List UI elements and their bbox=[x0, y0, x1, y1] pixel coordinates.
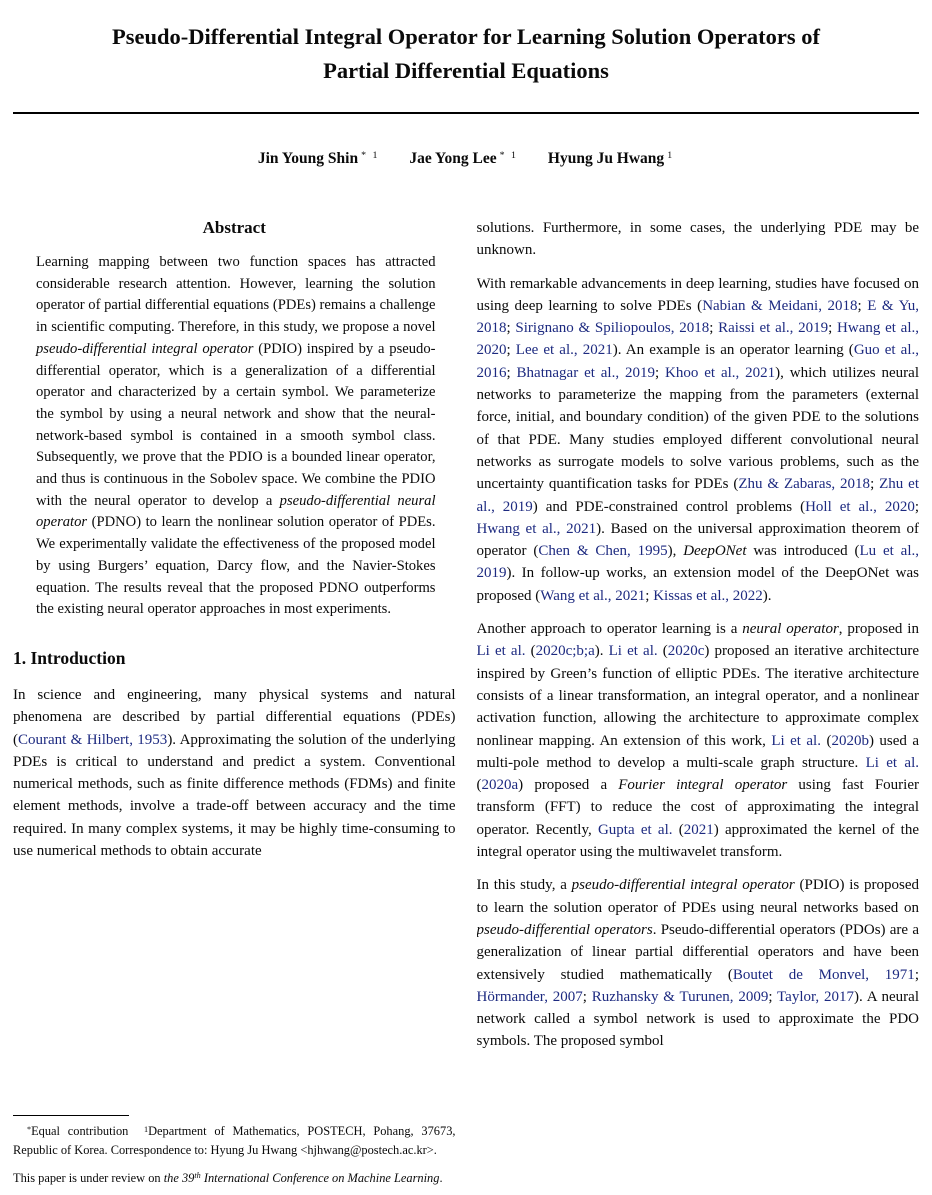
citation-link[interactable]: Bhatnagar et al., 2019 bbox=[516, 364, 655, 381]
footnote-block bbox=[13, 1115, 456, 1195]
body-paragraph bbox=[477, 618, 920, 863]
citation-link[interactable]: Taylor, 2017 bbox=[777, 988, 854, 1005]
text-segment: ; bbox=[709, 320, 719, 337]
citation-link[interactable]: 2021 bbox=[683, 821, 714, 838]
text-segment: ; bbox=[857, 297, 868, 314]
text-segment: (PDIO) inspired by a pseudo-differential operator, which is a generalization of a differential operator and characterized by a certain symbol. We parameterize the symbol by using a neural network and show that the neural-network-based symbol is contained in a smooth symbol class. Subsequently, we prove that the PDIO is a bounded linear operator, and thus is continuous in the Sobolev space. We combine the PDIO with the neural operator to develop a bbox=[36, 340, 436, 509]
text-segment: ; bbox=[768, 988, 778, 1005]
citation-link[interactable]: Zhu & Zabaras, 2018 bbox=[738, 476, 871, 493]
body-paragraph bbox=[477, 217, 920, 262]
text-segment: ( bbox=[476, 777, 482, 794]
text-segment: ) approximated the kernel of the integral operator using the multiwavelet transform. bbox=[476, 821, 919, 861]
text-segment: In this study, a bbox=[476, 877, 572, 894]
text-segment: ( bbox=[657, 643, 668, 660]
text-segment: ( bbox=[820, 732, 832, 749]
citation-link[interactable]: Hörmander, 2007 bbox=[476, 988, 583, 1005]
citation-link[interactable]: Sirignano & Spiliopoulos, 2018 bbox=[515, 320, 710, 337]
text-segment: ) proposed an iterative architecture inspired by Green’s function of elliptic PDEs. The iterative architecture consists of a linear transformation, an integral operator, and a nonlinear activation function, allowing the architecture to approximate complex nonlinear mapping. An extension of this work, bbox=[476, 643, 919, 749]
citation-link[interactable]: Li et al. bbox=[608, 643, 658, 660]
text-segment: . bbox=[439, 1171, 443, 1186]
citation-link[interactable]: Boutet de Monvel, 1971 bbox=[732, 966, 915, 983]
citation-link[interactable]: Li et al. bbox=[865, 754, 919, 771]
paper-title-line1: Pseudo-Differential Integral Operator for Learning Solution Operators of bbox=[111, 24, 821, 49]
text-segment: pseudo-differential operators bbox=[476, 921, 653, 938]
text-segment: This paper is under review on bbox=[13, 1171, 164, 1186]
text-segment: ). bbox=[762, 587, 772, 604]
text-segment: ). Based on the universal approximation theorem of operator ( bbox=[476, 520, 919, 560]
author-name: Jin Young Shin bbox=[257, 150, 359, 167]
citation-link[interactable]: Lu et al., 2019 bbox=[476, 543, 919, 582]
author-affiliation-mark: * 1 bbox=[499, 150, 519, 162]
body-paragraph bbox=[477, 273, 920, 607]
author-affiliation-mark: * 1 bbox=[361, 150, 380, 162]
footnote-affiliation bbox=[13, 1123, 456, 1159]
text-segment: 1 bbox=[143, 1124, 149, 1134]
text-segment: In science and engineering, many physical systems and natural phenomena are described by partial differential equations (PDEs) ( bbox=[13, 686, 456, 748]
citation-link[interactable]: Nabian & Meidani, 2018 bbox=[702, 297, 858, 314]
text-segment: ( bbox=[672, 821, 684, 838]
author-name: Jae Yong Lee bbox=[409, 150, 497, 167]
text-segment: Learning mapping between two function spaces has attracted considerable research attention. However, learning the solution operator of partial differential equations (PDEs) remains a challenge in scientific computing. Therefore, in this study, we propose a novel bbox=[36, 254, 436, 336]
text-segment: pseudo-differential neural operator bbox=[36, 492, 436, 531]
text-segment: ). bbox=[594, 643, 609, 660]
author-affiliation-mark: 1 bbox=[667, 150, 675, 162]
text-segment: was introduced ( bbox=[746, 543, 860, 560]
citation-link[interactable]: Zhu et al., 2019 bbox=[476, 476, 919, 515]
author-list bbox=[13, 148, 919, 172]
text-segment: ; bbox=[645, 587, 654, 604]
citation-link[interactable]: Holl et al., 2020 bbox=[805, 498, 915, 515]
body-paragraph bbox=[477, 874, 920, 1052]
text-segment: pseudo-differential integral operator bbox=[571, 877, 795, 894]
citation-link[interactable]: 2020a bbox=[481, 777, 519, 794]
text-segment: th bbox=[194, 1171, 201, 1181]
paper-body bbox=[13, 217, 919, 1195]
footnote-review-notice bbox=[13, 1170, 456, 1189]
text-segment: ). An example is an operator learning ( bbox=[612, 342, 854, 359]
text-segment: With remarkable advancements in deep learning, studies have focused on using deep learning to solve PDEs ( bbox=[476, 275, 919, 314]
introduction-paragraph bbox=[13, 684, 456, 862]
text-segment: ). In follow-up works, an extension model of the DeepONet was proposed ( bbox=[476, 565, 919, 604]
author-entry bbox=[258, 148, 380, 172]
text-segment: Department of Mathematics, POSTECH, Pohang, 37673, Republic of Korea. Correspondence to: Hyung Ju Hwang <hjhwang@postech.ac.kr>. bbox=[13, 1124, 456, 1158]
citation-link[interactable]: Ruzhansky & Turunen, 2009 bbox=[591, 988, 769, 1005]
abstract-heading: Abstract bbox=[202, 218, 266, 237]
citation-link[interactable]: Guo et al., 2016 bbox=[476, 342, 919, 381]
text-segment: (PDIO) is proposed to learn the solution operator of PDEs using neural networks based on bbox=[476, 877, 919, 916]
left-column bbox=[13, 217, 456, 1195]
author-entry bbox=[548, 148, 674, 172]
text-segment: ; bbox=[506, 364, 517, 381]
section-heading-introduction: 1. Introduction bbox=[13, 647, 126, 668]
text-segment: * bbox=[27, 1124, 32, 1134]
citation-link[interactable]: Khoo et al., 2021 bbox=[665, 364, 776, 381]
text-segment: ), bbox=[667, 543, 684, 560]
citation-link[interactable]: 2020c;b;a bbox=[535, 643, 595, 660]
text-segment: DeepONet bbox=[683, 543, 747, 560]
citation-link[interactable]: Lee et al., 2021 bbox=[515, 342, 613, 359]
text-segment: (PDNO) to learn the nonlinear solution operator of PDEs. We experimentally validate the effectiveness of the proposed model by using Burgers’ equation, Darcy flow, and the Navier-Stokes equation. The results reveal that the proposed PDNO outperforms the existing neural operator approaches in most experiments. bbox=[36, 514, 436, 618]
text-segment: ; bbox=[654, 364, 666, 381]
citation-link[interactable]: Courant & Hilbert, 1953 bbox=[18, 731, 168, 748]
text-segment: ; bbox=[506, 342, 516, 359]
text-segment: ; bbox=[582, 988, 592, 1005]
citation-link[interactable]: Wang et al., 2021 bbox=[540, 587, 646, 604]
text-segment: solutions. Furthermore, in some cases, the underlying PDE may be unknown. bbox=[476, 220, 919, 259]
text-segment: ; bbox=[914, 498, 919, 515]
text-segment: , proposed in bbox=[838, 621, 919, 638]
text-segment: ; bbox=[914, 966, 919, 983]
right-column bbox=[477, 217, 920, 1195]
text-segment: ; bbox=[506, 320, 516, 337]
text-segment: Fourier integral operator bbox=[618, 777, 788, 794]
text-segment: ), which utilizes neural networks to parameterize the mapping from the parameters (external force, initial, and boundary condition) of the given PDE to the solutions of that PDE. Many studies employed different convolutional neural networks as surrogate models to solve various problems, such as the uncertainty quantification tasks for PDEs ( bbox=[476, 364, 919, 493]
text-segment: using fast Fourier transform (FFT) to reduce the cost of approximating the integral operator. Recently, bbox=[476, 777, 919, 838]
text-segment: ). Approximating the solution of the underlying PDEs is critical to understand and predict a system. Conventional numerical methods, such as finite difference methods (FDMs) and finite element methods, involve a trade-off between accuracy and the time required. In many complex systems, it may be highly time-consuming to use numerical methods to obtain accurate bbox=[13, 731, 456, 860]
text-segment: ). A neural network called a symbol network is used to approximate the PDO symbols. The proposed symbol bbox=[476, 988, 919, 1050]
citation-link[interactable]: Li et al. bbox=[476, 643, 526, 660]
text-segment: ) used a multi-pole method to develop a multi-scale graph structure. bbox=[476, 732, 919, 771]
text-segment: . Pseudo-differential operators (PDOs) are a generalization of linear partial differential operators and have been extensively studied mathematically ( bbox=[476, 921, 919, 983]
abstract-paragraph bbox=[13, 252, 456, 621]
paper-title-line2: Partial Differential Equations bbox=[323, 58, 609, 83]
title-divider-rule bbox=[13, 112, 919, 114]
citation-link[interactable]: Kissas et al., 2022 bbox=[653, 587, 763, 604]
text-segment: pseudo-differential integral operator bbox=[36, 340, 254, 357]
citation-link[interactable]: E & Yu, 2018 bbox=[476, 297, 919, 337]
citation-link[interactable]: Hwang et al., 2020 bbox=[476, 320, 919, 359]
citation-link[interactable]: Li et al. bbox=[771, 732, 821, 749]
paper-title bbox=[53, 20, 879, 88]
text-segment: ; bbox=[870, 476, 880, 493]
citation-link[interactable]: Chen & Chen, 1995 bbox=[538, 543, 668, 560]
citation-link[interactable]: Gupta et al. bbox=[597, 821, 673, 838]
text-segment: the 39 bbox=[163, 1171, 195, 1186]
footnote-divider-rule bbox=[13, 1115, 129, 1116]
text-segment: ) and PDE-constrained control problems ( bbox=[532, 498, 806, 515]
text-segment: ) proposed a bbox=[518, 777, 619, 794]
text-segment: Another approach to operator learning is a bbox=[476, 621, 743, 638]
text-segment: neural operator bbox=[742, 621, 839, 638]
citation-link[interactable]: Raissi et al., 2019 bbox=[718, 320, 829, 337]
citation-link[interactable]: Hwang et al., 2021 bbox=[476, 520, 597, 537]
text-segment: ; bbox=[828, 320, 838, 337]
text-segment: International Conference on Machine Learning bbox=[200, 1171, 440, 1186]
text-segment: Equal contribution bbox=[31, 1124, 144, 1139]
citation-link[interactable]: 2020c bbox=[667, 643, 705, 660]
author-entry bbox=[409, 148, 518, 172]
author-name: Hyung Ju Hwang bbox=[547, 150, 665, 167]
text-segment: ( bbox=[525, 643, 536, 660]
citation-link[interactable]: 2020b bbox=[831, 732, 869, 749]
